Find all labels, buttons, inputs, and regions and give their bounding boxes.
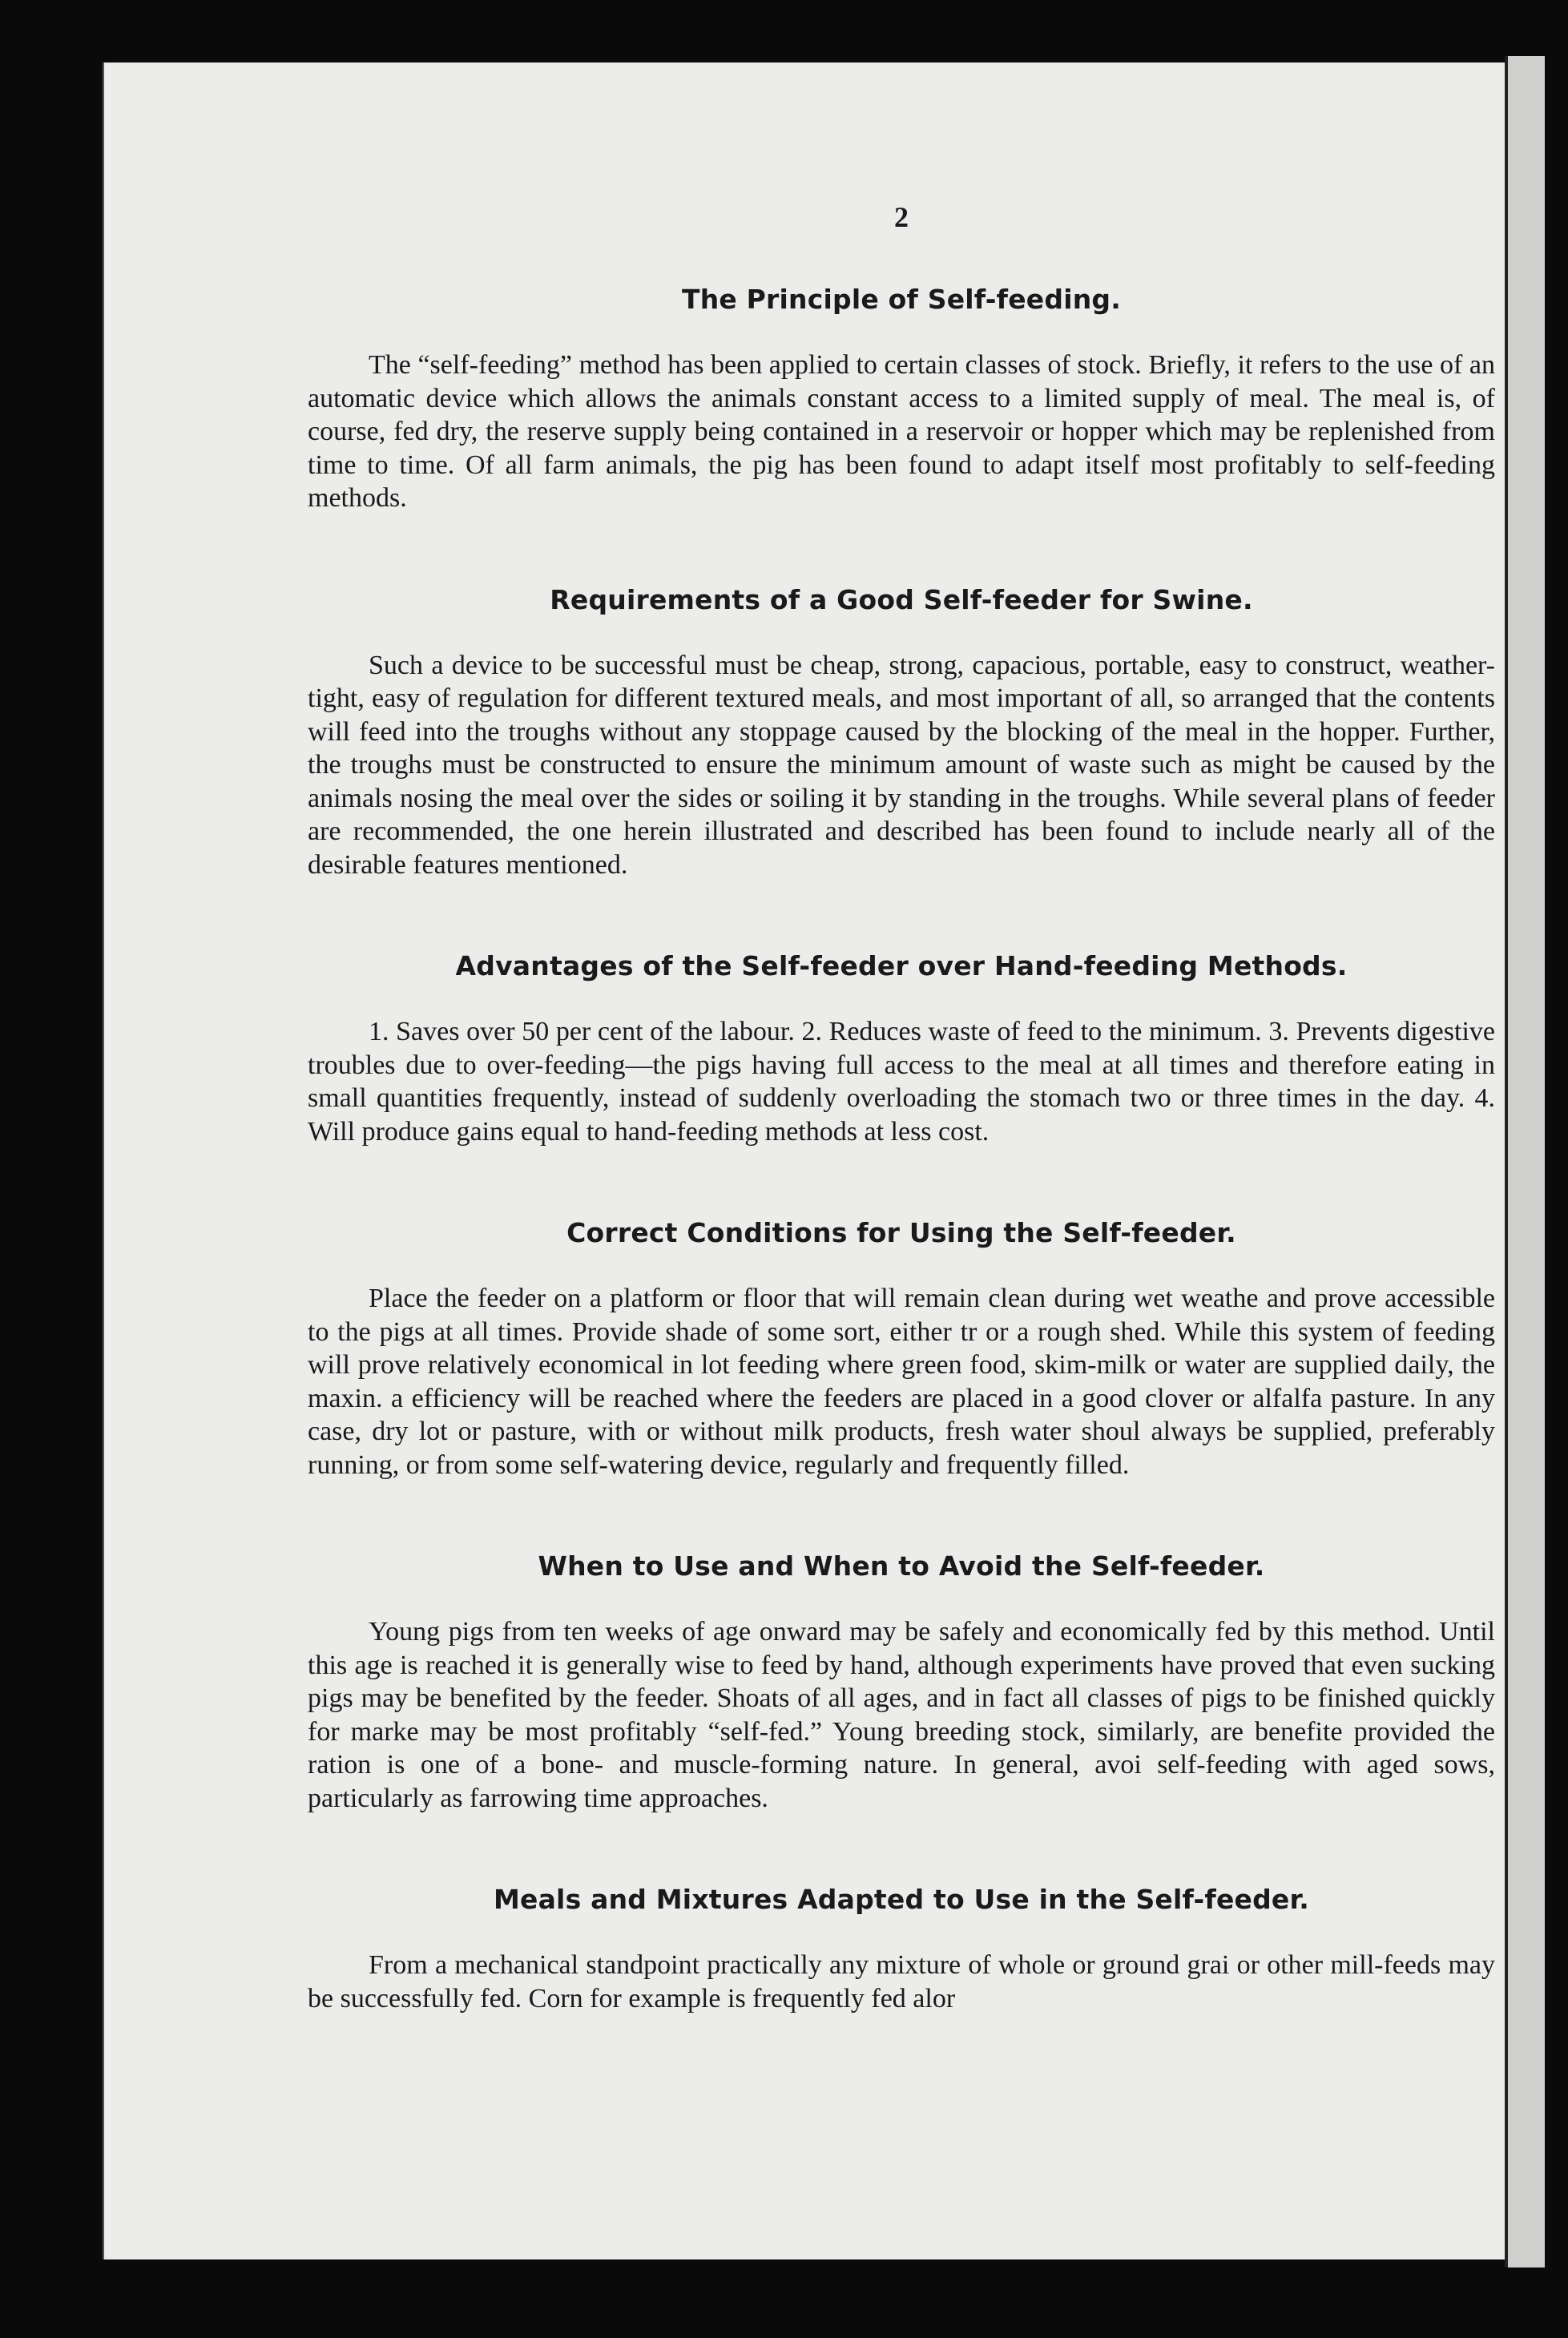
- section-heading-conditions: Correct Conditions for Using the Self-feeder.: [566, 1217, 1236, 1248]
- section-heading-requirements: Requirements of a Good Self-feeder for Swine.: [550, 583, 1253, 615]
- section-body-meals: From a mechanical standpoint practically any mixture of whole or ground grai or other mill-feeds may be successfully fed. Corn for example is frequently fed alor: [308, 1950, 1495, 2014]
- page-content: [308, 200, 1495, 2084]
- page-number: 2: [894, 201, 909, 233]
- section-heading-when-to-use: When to Use and When to Avoid the Self-feeder.: [538, 1550, 1265, 1582]
- section-heading-principle: The Principle of Self-feeding.: [682, 284, 1121, 315]
- section-heading-advantages: Advantages of the Self-feeder over Hand-feeding Methods.: [455, 950, 1348, 982]
- section-body-when-to-use: Young pigs from ten weeks of age onward may be safely and economically fed by this method. Until this age is reached it is generally wise to feed by hand, although experiments have proved that even sucking pigs may be benefited by the feeder. Shoats of all ages, and in fact all classes of pigs to be finished quickly for marke may be most profitably “self-fed.” Young breeding stock, similarly, are benefite provided the ration is one of a bone- and muscle-forming nature. In general, avoi self-feeding with aged sows, particularly as farrowing time approaches.: [308, 1617, 1495, 1813]
- section-body-advantages: 1. Saves over 50 per cent of the labour. 2. Reduces waste of feed to the minimum. 3. Prevents digestive troubles due to over-feeding—the pigs having full access to the meal at all times and therefore eating in small quantities frequently, instead of suddenly overloading the stomach two or three times in the day. 4. Will produce gains equal to hand-feeding methods at less cost.: [308, 1017, 1495, 1147]
- adjacent-page-strip: [1508, 56, 1545, 2267]
- section-body-principle: The “self-feeding” method has been applied to certain classes of stock. Briefly, it refers to the use of an automatic device which allows the animals constant access to a limited supply of meal. The meal is, of course, fed dry, the reserve supply being contained in a reservoir or hopper which may be replenished from time to time. Of all farm animals, the pig has been found to adapt itself most profitably to self-feeding methods.: [308, 350, 1495, 513]
- section-heading-meals: Meals and Mixtures Adapted to Use in the Self-feeder.: [493, 1884, 1310, 1915]
- section-body-conditions: Place the feeder on a platform or floor that will remain clean during wet weathe and prove accessible to the pigs at all times. Provide shade of some sort, either tr or a rough shed. While this system of feeding will prove relatively economical in lot feeding where green food, skim-milk or water are supplied daily, the maxin. a efficiency will be reached where the feeders are placed in a good clover or alfalfa pasture. In any case, dry lot or pasture, with or without milk products, fresh water shoul always be supplied, preferably running, or from some self-watering device, regularly and frequently filled.: [308, 1284, 1495, 1480]
- section-body-requirements: Such a device to be successful must be cheap, strong, capacious, portable, easy to construct, weather-tight, easy of regulation for different textured meals, and most important of all, so arranged that the contents will feed into the troughs without any stoppage caused by the blocking of the meal in the hopper. Further, the troughs must be constructed to ensure the minimum amount of waste such as might be caused by the animals nosing the meal over the sides or soiling it by standing in the troughs. While several plans of feeder are recommended, the one herein illustrated and described has been found to include nearly all of the desirable features mentioned.: [308, 650, 1495, 880]
